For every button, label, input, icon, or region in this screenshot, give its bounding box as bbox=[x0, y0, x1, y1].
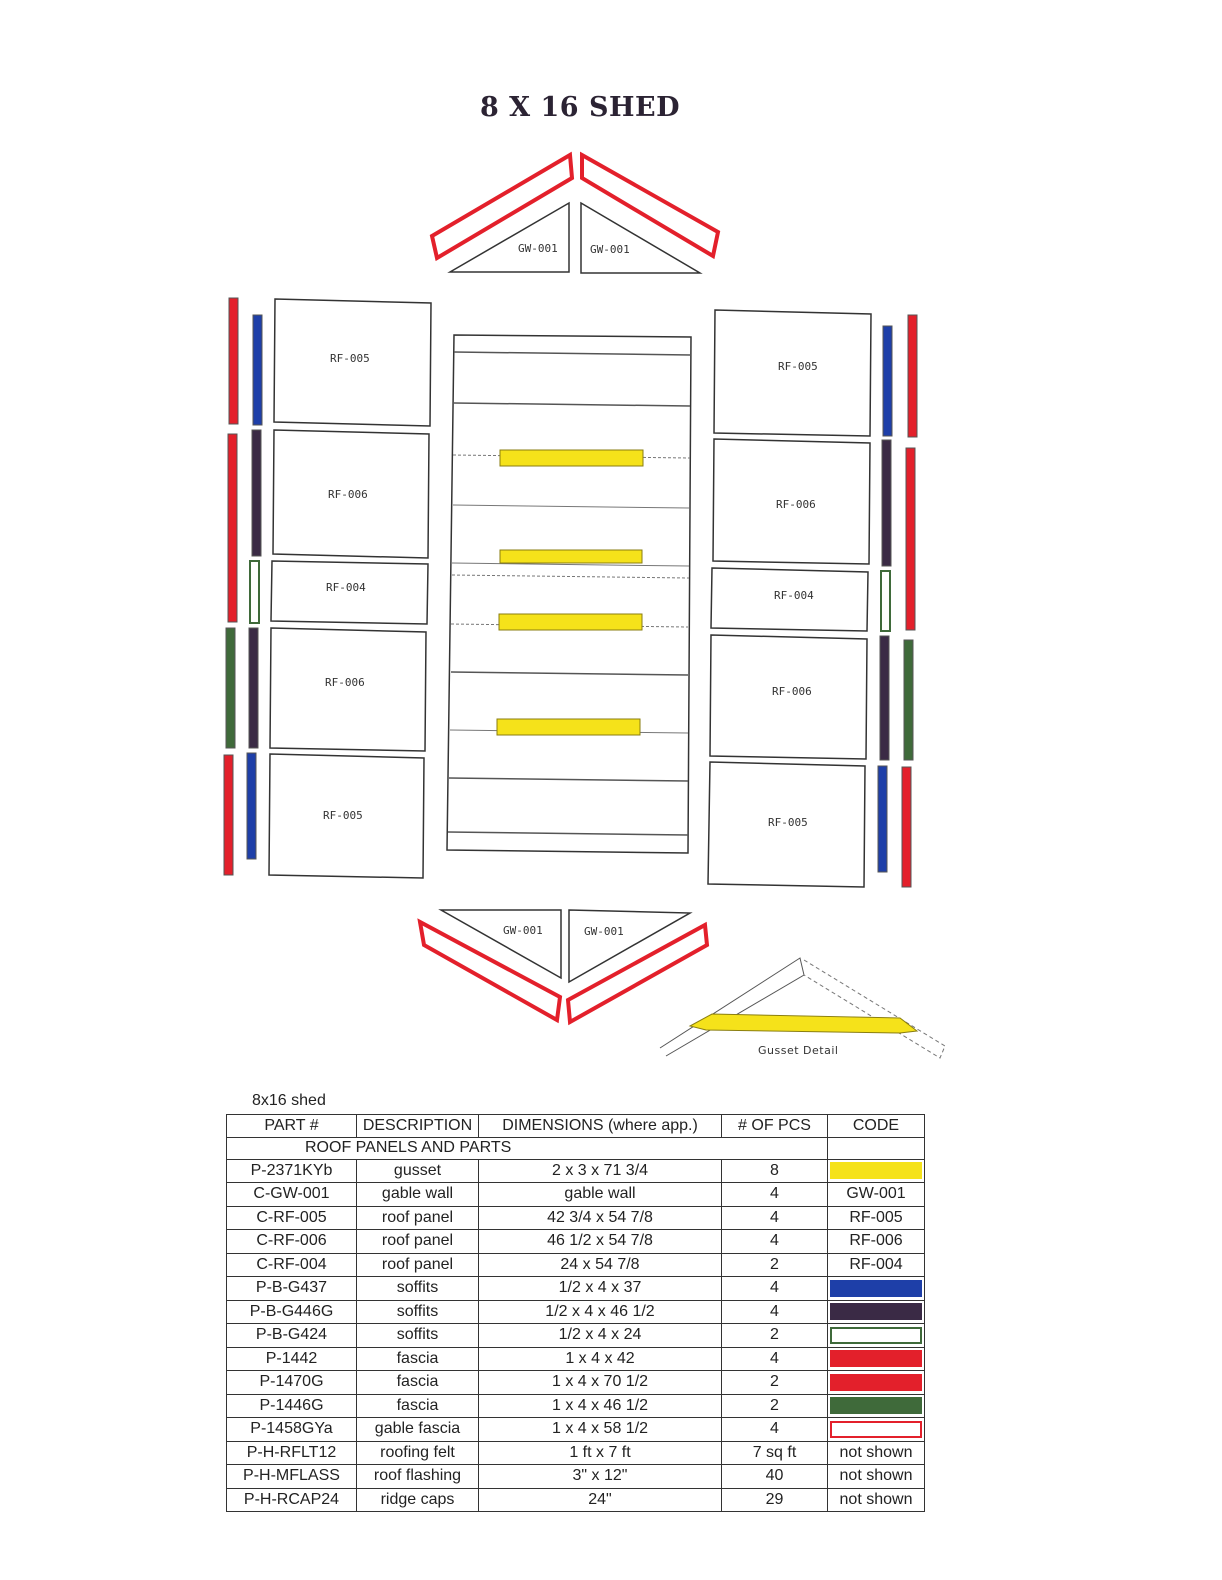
cell-description: gusset bbox=[357, 1159, 479, 1183]
cell-description: roof panel bbox=[357, 1230, 479, 1254]
cell-code bbox=[828, 1394, 925, 1418]
cell-part: P-1470G bbox=[227, 1371, 357, 1395]
gusset-detail bbox=[660, 958, 945, 1058]
table-row bbox=[227, 1183, 925, 1207]
table-row bbox=[227, 1324, 925, 1348]
top-gable-assembly bbox=[432, 155, 718, 273]
cell-description: soffits bbox=[357, 1324, 479, 1348]
cell-code bbox=[828, 1488, 925, 1512]
table-row bbox=[227, 1488, 925, 1512]
right-roof-panels bbox=[708, 310, 871, 887]
header-pcs: # OF PCS bbox=[722, 1115, 828, 1138]
left-panel-rf006-upper-label: RF-006 bbox=[328, 488, 368, 501]
header-dimensions: DIMENSIONS (where app.) bbox=[479, 1115, 722, 1138]
right-panel-rf005-top-label: RF-005 bbox=[778, 360, 818, 373]
cell-part: P-H-MFLASS bbox=[227, 1465, 357, 1489]
cell-code bbox=[828, 1441, 925, 1465]
cell-dimensions: 1 ft x 7 ft bbox=[479, 1441, 722, 1465]
table-row bbox=[227, 1371, 925, 1395]
right-soffit-2 bbox=[882, 440, 891, 566]
cell-pcs: 2 bbox=[722, 1371, 828, 1395]
cell-code bbox=[828, 1253, 925, 1277]
header-description: DESCRIPTION bbox=[357, 1115, 479, 1138]
cell-pcs: 7 sq ft bbox=[722, 1441, 828, 1465]
right-panel-rf005-bottom-label: RF-005 bbox=[768, 816, 808, 829]
table-row bbox=[227, 1418, 925, 1442]
color-code-swatch bbox=[830, 1162, 922, 1179]
right-panel-rf006-upper-label: RF-006 bbox=[776, 498, 816, 511]
right-fascia-1 bbox=[908, 315, 917, 437]
left-panel-rf006-lower-label: RF-006 bbox=[325, 676, 365, 689]
left-inner-soffit-column bbox=[247, 315, 262, 859]
cell-part: C-RF-005 bbox=[227, 1206, 357, 1230]
cell-description: ridge caps bbox=[357, 1488, 479, 1512]
cell-dimensions: 24 x 54 7/8 bbox=[479, 1253, 722, 1277]
cell-pcs: 2 bbox=[722, 1253, 828, 1277]
right-fascia-3 bbox=[904, 640, 913, 760]
right-inner-soffit-column bbox=[878, 326, 892, 872]
left-soffit-2 bbox=[252, 430, 261, 556]
cell-pcs: 2 bbox=[722, 1324, 828, 1348]
cell-part: P-B-G446G bbox=[227, 1300, 357, 1324]
table-row bbox=[227, 1394, 925, 1418]
table-row bbox=[227, 1465, 925, 1489]
left-roof-panels bbox=[269, 299, 431, 878]
section-code-cell bbox=[828, 1138, 925, 1160]
cell-part: P-1442 bbox=[227, 1347, 357, 1371]
top-left-gable-label: GW-001 bbox=[518, 242, 558, 255]
bottom-gable-assembly bbox=[420, 910, 707, 1022]
code-text: RF-006 bbox=[849, 1232, 903, 1250]
header-code: CODE bbox=[828, 1115, 925, 1138]
parts-table-caption: 8x16 shed bbox=[252, 1092, 326, 1109]
table-row bbox=[227, 1277, 925, 1301]
cell-description: soffits bbox=[357, 1300, 479, 1324]
cell-description: fascia bbox=[357, 1371, 479, 1395]
left-soffit-5 bbox=[247, 753, 256, 859]
cell-part: P-B-G437 bbox=[227, 1277, 357, 1301]
left-soffit-3 bbox=[250, 561, 259, 623]
color-code-swatch bbox=[830, 1327, 922, 1344]
table-header-row bbox=[227, 1115, 925, 1138]
left-panel-rf006-lower bbox=[270, 628, 426, 751]
cell-dimensions: 1/2 x 4 x 46 1/2 bbox=[479, 1300, 722, 1324]
code-text: not shown bbox=[839, 1467, 913, 1485]
cell-dimensions: 24" bbox=[479, 1488, 722, 1512]
section-title: ROOF PANELS AND PARTS bbox=[227, 1138, 828, 1160]
right-soffit-3 bbox=[881, 571, 890, 631]
cell-description: fascia bbox=[357, 1394, 479, 1418]
right-fascia-4 bbox=[902, 767, 911, 887]
cell-description: fascia bbox=[357, 1347, 479, 1371]
left-panel-rf005-top-label: RF-005 bbox=[330, 352, 370, 365]
cell-pcs: 4 bbox=[722, 1347, 828, 1371]
cell-code bbox=[828, 1230, 925, 1254]
cell-part: P-B-G424 bbox=[227, 1324, 357, 1348]
table-row bbox=[227, 1441, 925, 1465]
cell-part: P-2371KYb bbox=[227, 1159, 357, 1183]
section-row bbox=[227, 1138, 925, 1160]
left-fascia-1 bbox=[229, 298, 238, 424]
right-soffit-1 bbox=[883, 326, 892, 436]
right-panel-rf005-top bbox=[714, 310, 871, 436]
cell-code bbox=[828, 1324, 925, 1348]
cell-dimensions: 1/2 x 4 x 24 bbox=[479, 1324, 722, 1348]
cell-code bbox=[828, 1159, 925, 1183]
left-soffit-1 bbox=[253, 315, 262, 425]
top-right-gable-label: GW-001 bbox=[590, 243, 630, 256]
bottom-left-gable-label: GW-001 bbox=[503, 924, 543, 937]
gusset-3 bbox=[499, 614, 642, 630]
bottom-right-gable-label: GW-001 bbox=[584, 925, 624, 938]
cell-description: gable fascia bbox=[357, 1418, 479, 1442]
header-part: PART # bbox=[227, 1115, 357, 1138]
cell-pcs: 4 bbox=[722, 1206, 828, 1230]
cell-description: roof panel bbox=[357, 1253, 479, 1277]
table-row bbox=[227, 1230, 925, 1254]
code-text: RF-004 bbox=[849, 1255, 903, 1273]
cell-pcs: 4 bbox=[722, 1230, 828, 1254]
gusset-1 bbox=[500, 450, 643, 466]
code-text: not shown bbox=[839, 1443, 913, 1461]
right-soffit-5 bbox=[878, 766, 887, 872]
gusset-detail-label: Gusset Detail bbox=[758, 1044, 839, 1057]
table-row bbox=[227, 1206, 925, 1230]
cell-dimensions: gable wall bbox=[479, 1183, 722, 1207]
code-text: not shown bbox=[839, 1490, 913, 1508]
color-code-swatch bbox=[830, 1421, 922, 1438]
table-row bbox=[227, 1300, 925, 1324]
parts-table bbox=[226, 1114, 925, 1512]
cell-code bbox=[828, 1465, 925, 1489]
cell-part: P-1446G bbox=[227, 1394, 357, 1418]
cell-part: P-1458GYa bbox=[227, 1418, 357, 1442]
left-panel-rf004-label: RF-004 bbox=[326, 581, 366, 594]
table-row bbox=[227, 1253, 925, 1277]
center-roof-frame bbox=[447, 335, 691, 853]
cell-description: soffits bbox=[357, 1277, 479, 1301]
cell-description: roofing felt bbox=[357, 1441, 479, 1465]
cell-dimensions: 1 x 4 x 42 bbox=[479, 1347, 722, 1371]
cell-pcs: 8 bbox=[722, 1159, 828, 1183]
left-outer-fascia-column bbox=[224, 298, 238, 875]
code-text: RF-005 bbox=[849, 1208, 903, 1226]
cell-pcs: 40 bbox=[722, 1465, 828, 1489]
code-text: GW-001 bbox=[846, 1185, 906, 1203]
center-frame-outline bbox=[447, 335, 691, 853]
cell-code bbox=[828, 1347, 925, 1371]
cell-part: C-RF-004 bbox=[227, 1253, 357, 1277]
cell-dimensions: 2 x 3 x 71 3/4 bbox=[479, 1159, 722, 1183]
cell-pcs: 4 bbox=[722, 1418, 828, 1442]
cell-code bbox=[828, 1418, 925, 1442]
cell-description: gable wall bbox=[357, 1183, 479, 1207]
cell-dimensions: 1/2 x 4 x 37 bbox=[479, 1277, 722, 1301]
cell-dimensions: 42 3/4 x 54 7/8 bbox=[479, 1206, 722, 1230]
gusset-detail-gusset bbox=[690, 1014, 917, 1033]
color-code-swatch bbox=[830, 1280, 922, 1297]
cell-dimensions: 3" x 12" bbox=[479, 1465, 722, 1489]
cell-pcs: 29 bbox=[722, 1488, 828, 1512]
cell-description: roof flashing bbox=[357, 1465, 479, 1489]
left-fascia-4 bbox=[224, 755, 233, 875]
left-fascia-3 bbox=[226, 628, 235, 748]
gusset-4 bbox=[497, 719, 640, 735]
right-outer-fascia-column bbox=[902, 315, 917, 887]
gusset-detail-left-rafter bbox=[660, 958, 804, 1056]
right-soffit-4 bbox=[880, 636, 889, 760]
cell-pcs: 4 bbox=[722, 1300, 828, 1324]
gusset-2 bbox=[500, 550, 642, 563]
cell-part: C-GW-001 bbox=[227, 1183, 357, 1207]
color-code-swatch bbox=[830, 1374, 922, 1391]
left-fascia-2 bbox=[228, 434, 237, 622]
table-row bbox=[227, 1347, 925, 1371]
right-panel-rf006-lower-label: RF-006 bbox=[772, 685, 812, 698]
cell-dimensions: 46 1/2 x 54 7/8 bbox=[479, 1230, 722, 1254]
cell-dimensions: 1 x 4 x 70 1/2 bbox=[479, 1371, 722, 1395]
page-title: 8 X 16 SHED bbox=[479, 92, 680, 123]
right-panel-rf004-label: RF-004 bbox=[774, 589, 814, 602]
left-panel-rf005-bottom-label: RF-005 bbox=[323, 809, 363, 822]
cell-code bbox=[828, 1300, 925, 1324]
cell-part: P-H-RCAP24 bbox=[227, 1488, 357, 1512]
cell-part: C-RF-006 bbox=[227, 1230, 357, 1254]
right-fascia-2 bbox=[906, 448, 915, 630]
cell-code bbox=[828, 1183, 925, 1207]
color-code-swatch bbox=[830, 1397, 922, 1414]
cell-description: roof panel bbox=[357, 1206, 479, 1230]
cell-pcs: 2 bbox=[722, 1394, 828, 1418]
color-code-swatch bbox=[830, 1303, 922, 1320]
cell-dimensions: 1 x 4 x 58 1/2 bbox=[479, 1418, 722, 1442]
table-row bbox=[227, 1159, 925, 1183]
cell-code bbox=[828, 1371, 925, 1395]
cell-code bbox=[828, 1277, 925, 1301]
color-code-swatch bbox=[830, 1350, 922, 1367]
left-soffit-4 bbox=[249, 628, 258, 748]
cell-code bbox=[828, 1206, 925, 1230]
cell-pcs: 4 bbox=[722, 1277, 828, 1301]
cell-dimensions: 1 x 4 x 46 1/2 bbox=[479, 1394, 722, 1418]
cell-part: P-H-RFLT12 bbox=[227, 1441, 357, 1465]
cell-pcs: 4 bbox=[722, 1183, 828, 1207]
